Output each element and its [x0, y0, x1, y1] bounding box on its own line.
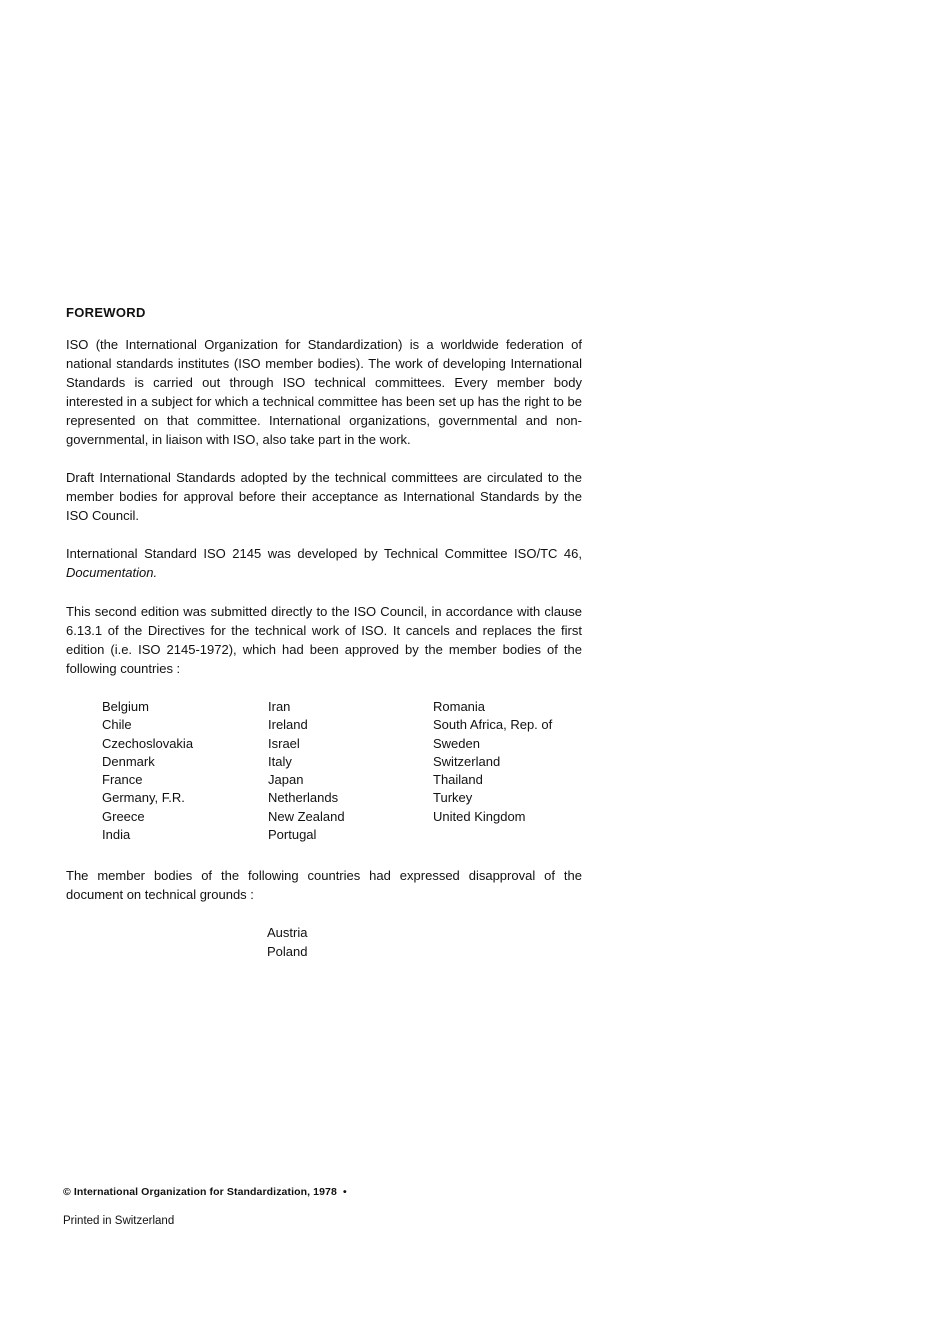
country-item: New Zealand: [268, 808, 345, 824]
copyright-notice: [63, 1186, 347, 1198]
country-item: Czechoslovakia: [102, 735, 194, 751]
country-item: Denmark: [102, 753, 155, 769]
country-item: Belgium: [102, 699, 149, 714]
country-item: Israel: [268, 735, 300, 751]
country-item: United Kingdom: [433, 808, 526, 824]
country-item: Austria: [267, 925, 308, 940]
approving-countries-column-1: [102, 698, 193, 844]
country-item: South Africa, Rep. of: [433, 717, 553, 733]
country-item: Japan: [268, 772, 304, 788]
paragraph-draft-standards: Draft International Standards adopted by the technical committees are circulated to the member bodies for approval before their acceptance as International Standards by the ISO Council.: [66, 470, 582, 523]
paragraph-developed-by: [66, 544, 582, 582]
country-item: France: [102, 772, 143, 788]
country-item: Portugal: [268, 827, 317, 843]
disapproving-countries-list: [267, 923, 307, 961]
country-item: Romania: [433, 699, 486, 714]
approving-countries-column-3: [433, 698, 552, 826]
country-item: Netherlands: [268, 790, 339, 806]
country-item: Germany, F.R.: [102, 790, 185, 806]
paragraph-disapproval: The member bodies of the following countries had expressed disapproval of the document on technical grounds :: [66, 868, 582, 902]
country-item: Switzerland: [433, 753, 501, 769]
country-item: Sweden: [433, 735, 480, 751]
country-item: India: [102, 827, 131, 843]
country-item: Thailand: [433, 772, 483, 788]
printed-in-notice: Printed in Switzerland: [63, 1215, 175, 1227]
country-item: Greece: [102, 808, 145, 824]
paragraph-iso-intro: ISO (the International Organization for Standardization) is a worldwide federation of national standards institutes (ISO member bodies). The work of developing International Standards is carried out through ISO technical committees. Every member body interested in a subject for which a technical committee has been set up has the right to be represented on that committee. International organizations, governmental and non-governmental, in liaison with ISO, also take part in the work.: [66, 337, 582, 447]
country-item: Iran: [268, 699, 291, 714]
paragraph-developed-by-text: International Standard ISO 2145 was developed by Technical Committee ISO/TC 46,: [66, 546, 582, 561]
paragraph-second-edition: This second edition was submitted directly to the ISO Council, in accordance with clause 6.13.1 of the Directives for the technical work of ISO. It cancels and replaces the first edition (i.e. ISO 2145-1972), which had been approved by the member bodies of the following countries :: [66, 604, 582, 676]
country-item: Italy: [268, 753, 292, 769]
approving-countries-column-2: [268, 698, 345, 844]
copyright-text: © International Organization for Standardization, 1978: [63, 1186, 337, 1198]
country-item: Chile: [102, 717, 132, 733]
country-item: Turkey: [433, 790, 473, 806]
country-item: Poland: [267, 944, 308, 959]
foreword-heading: FOREWORD: [66, 305, 146, 320]
country-item: Ireland: [268, 717, 308, 733]
committee-name: Documentation.: [66, 565, 158, 580]
bullet-icon: •: [342, 1186, 347, 1198]
